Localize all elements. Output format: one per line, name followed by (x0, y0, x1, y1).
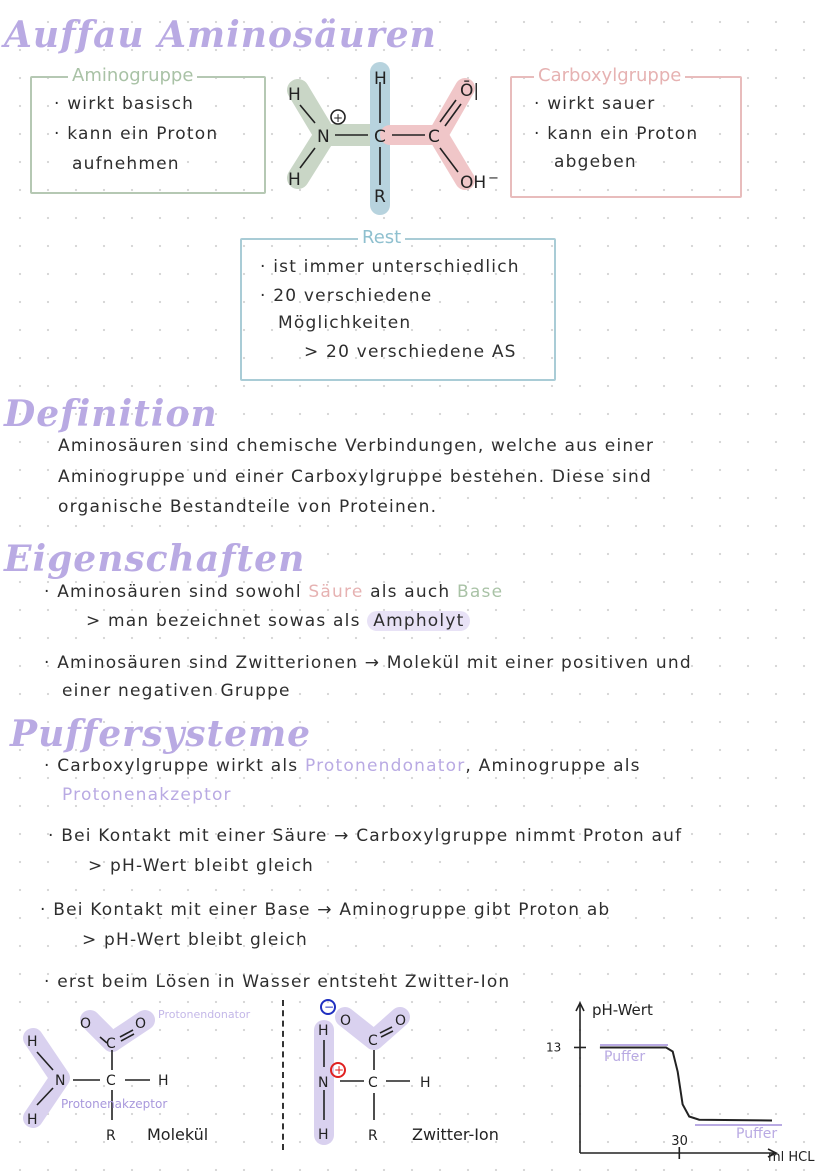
buffer-label-upper: Puffer (604, 1049, 646, 1065)
divider-dashed (282, 1000, 284, 1150)
buffer-label-lower: Puffer (736, 1126, 778, 1142)
plus-charge: + (333, 111, 344, 125)
buffer-line: · Bei Kontakt mit einer Base → Aminogruppe gibt Proton ab (40, 900, 611, 920)
atom-oh: OH (460, 173, 487, 193)
y-tick-label: 13 (546, 1040, 562, 1055)
atom-h: H (374, 69, 387, 89)
amino-line: aufnehmen (72, 154, 180, 174)
atom-n: N (318, 1075, 329, 1091)
atom-c: C (428, 127, 440, 147)
atom-n: N (317, 127, 330, 147)
rest-line: > 20 verschiedene AS (304, 342, 517, 362)
minus-sign: − (324, 1000, 335, 1014)
page-title: Auffau Aminosäuren (4, 14, 437, 56)
atom-o: O (80, 1016, 92, 1032)
minus-charge: − (488, 171, 499, 186)
atom-c: C (106, 1036, 116, 1052)
properties-line: · Aminosäuren sind Zwitterionen → Molekül mit einer positiven und (44, 653, 692, 673)
buffer-line: · Bei Kontakt mit einer Säure → Carboxylgruppe nimmt Proton auf (48, 826, 683, 846)
text: · Carboxylgruppe wirkt als (44, 756, 299, 776)
atom-c: C (106, 1073, 116, 1089)
donor-word: Protonendonator (304, 756, 466, 776)
acid-word: Säure (308, 582, 364, 602)
amino-acid-structure (270, 60, 510, 220)
atom-h: H (158, 1073, 169, 1089)
buffer-line: · erst beim Lösen in Wasser entsteht Zwitter-Ion (44, 972, 511, 992)
atom-h: H (420, 1075, 431, 1091)
atom-h: H (318, 1023, 329, 1039)
properties-heading: Eigenschaften (4, 538, 306, 580)
x-axis-label: ml HCL (768, 1150, 815, 1165)
text: > man bezeichnet sowas als (86, 611, 361, 631)
text: , Aminogruppe als (465, 756, 641, 776)
atom-h: H (288, 170, 301, 190)
carboxyl-line: · kann ein Proton (534, 124, 699, 144)
atom-o: O (395, 1013, 407, 1029)
atom-c: C (368, 1033, 378, 1049)
acceptor-label: Protonenakzeptor (61, 1097, 168, 1111)
atom-h: H (27, 1034, 38, 1050)
definition-line: organische Bestandteile von Proteinen. (58, 497, 438, 517)
amino-box-label: Aminogruppe (68, 65, 197, 86)
zwitterion-caption: Zwitter-Ion (412, 1125, 499, 1144)
atom-c: C (368, 1075, 378, 1091)
x-tick-label: 30 (671, 1134, 688, 1149)
rest-line: Möglichkeiten (278, 313, 412, 333)
atom-r: R (374, 187, 386, 207)
atom-o: Ō| (460, 81, 480, 101)
text: · Aminosäuren sind sowohl (44, 582, 302, 602)
atom-o: O (135, 1016, 147, 1032)
text: als auch (370, 582, 451, 602)
carboxyl-group-box (510, 65, 742, 198)
atom-h: H (288, 85, 301, 105)
rest-line: · 20 verschiedene (260, 286, 433, 306)
acceptor-word: Protonenakzeptor (62, 785, 232, 805)
amino-group-box (30, 65, 266, 194)
carboxyl-box-label: Carboxylgruppe (534, 65, 685, 86)
zwitterion-diagram (300, 995, 540, 1155)
buffer-line: > pH-Wert bleibt gleich (82, 930, 308, 950)
amino-line: · kann ein Proton (54, 124, 219, 144)
plus-sign: + (334, 1063, 345, 1077)
atom-h: H (27, 1112, 38, 1128)
atom-r: R (106, 1128, 116, 1144)
amino-line: · wirkt basisch (54, 94, 195, 114)
ph-chart (540, 995, 828, 1171)
carboxyl-line: abgeben (554, 152, 637, 172)
atom-o: O (340, 1013, 352, 1029)
molecule-diagram (15, 1000, 285, 1160)
ampholyt-highlight: Ampholyt (367, 611, 470, 631)
carboxyl-line: · wirkt sauer (534, 94, 656, 114)
buffer-line: > pH-Wert bleibt gleich (88, 856, 314, 876)
buffer-heading: Puffersysteme (10, 713, 312, 755)
properties-line (86, 611, 470, 631)
atom-n: N (55, 1073, 66, 1089)
rest-line: · ist immer unterschiedlich (260, 257, 520, 277)
rest-box (240, 227, 556, 381)
molecule-caption: Molekül (147, 1125, 209, 1144)
base-word: Base (457, 582, 504, 602)
buffer-line (44, 756, 641, 776)
definition-heading: Definition (4, 393, 218, 435)
definition-line: Aminosäuren sind chemische Verbindungen, welche aus einer (58, 436, 655, 456)
y-axis-label: pH-Wert (592, 1001, 653, 1019)
atom-h: H (318, 1127, 329, 1143)
rest-box-label: Rest (358, 227, 405, 248)
donor-label: Protonendonator (158, 1008, 251, 1021)
atom-c: C (374, 127, 386, 147)
properties-line: einer negativen Gruppe (62, 681, 291, 701)
definition-line: Aminogruppe und einer Carboxylgruppe bestehen. Diese sind (58, 467, 653, 487)
atom-r: R (368, 1128, 378, 1144)
properties-line (44, 582, 503, 602)
